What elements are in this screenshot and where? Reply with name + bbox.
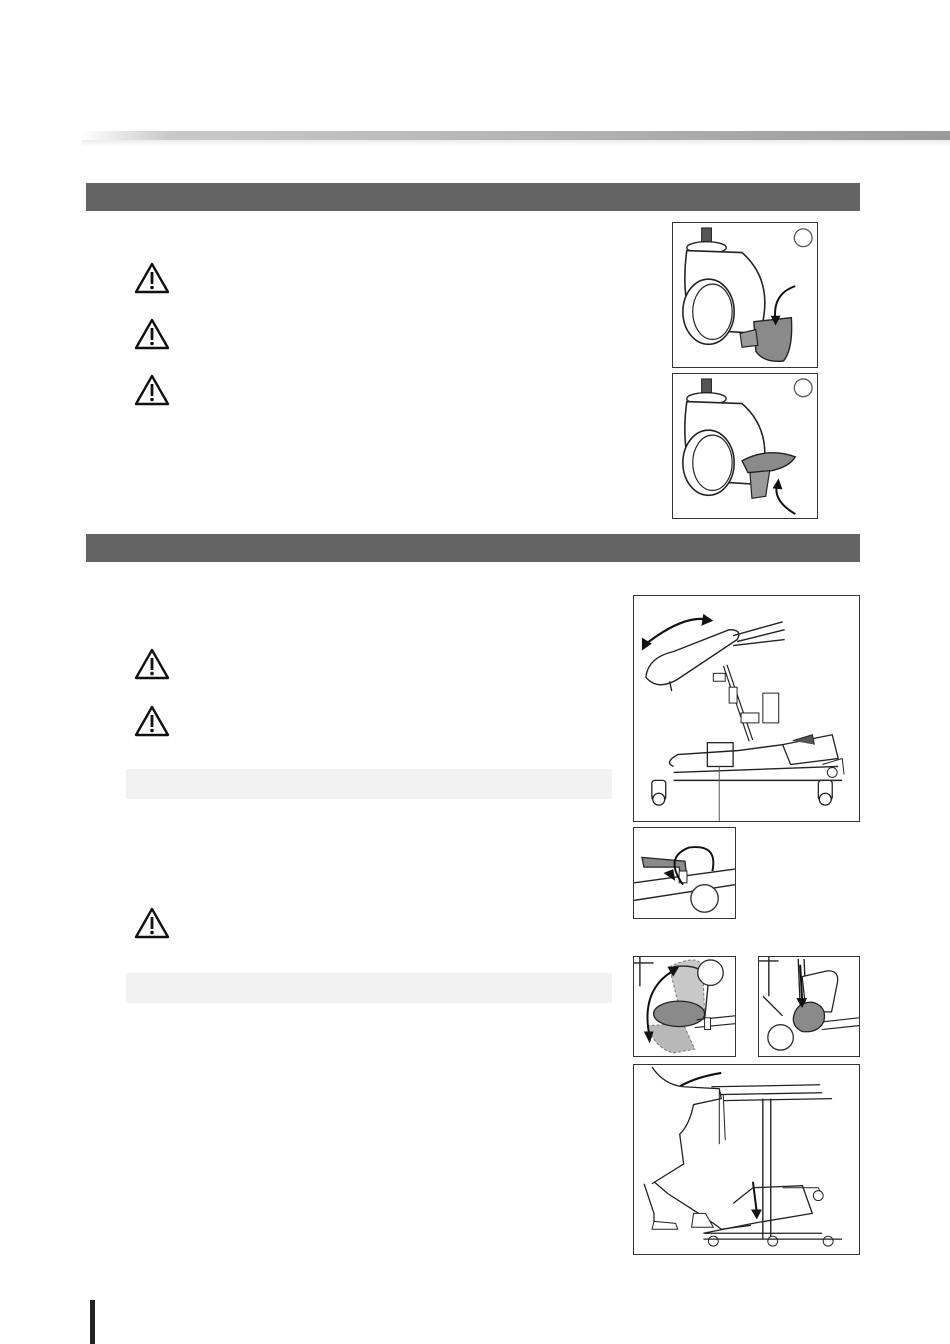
adjustment-knob-detail-figure <box>633 827 736 919</box>
caster-brake-engaged-figure <box>672 222 818 368</box>
caregiver-tilting-stander-figure <box>633 1064 860 1255</box>
warning-icon <box>134 648 170 680</box>
warning-icon <box>134 262 170 294</box>
warning-icon <box>134 318 170 350</box>
subheading-strip <box>126 769 612 799</box>
header-rule <box>82 131 950 140</box>
warning-icon <box>134 705 170 737</box>
stander-tilt-table-figure <box>633 595 860 822</box>
warning-icon <box>134 907 170 939</box>
footplate-tilt-figure <box>633 956 736 1057</box>
warning-icon <box>134 374 170 406</box>
footplate-folded-figure <box>758 956 860 1057</box>
caster-brake-released-figure <box>672 373 818 519</box>
subheading-strip <box>126 973 612 1003</box>
page-edge-tab <box>90 1300 95 1344</box>
section-bar-brakes <box>86 183 860 211</box>
section-bar-adjustment <box>86 534 860 562</box>
